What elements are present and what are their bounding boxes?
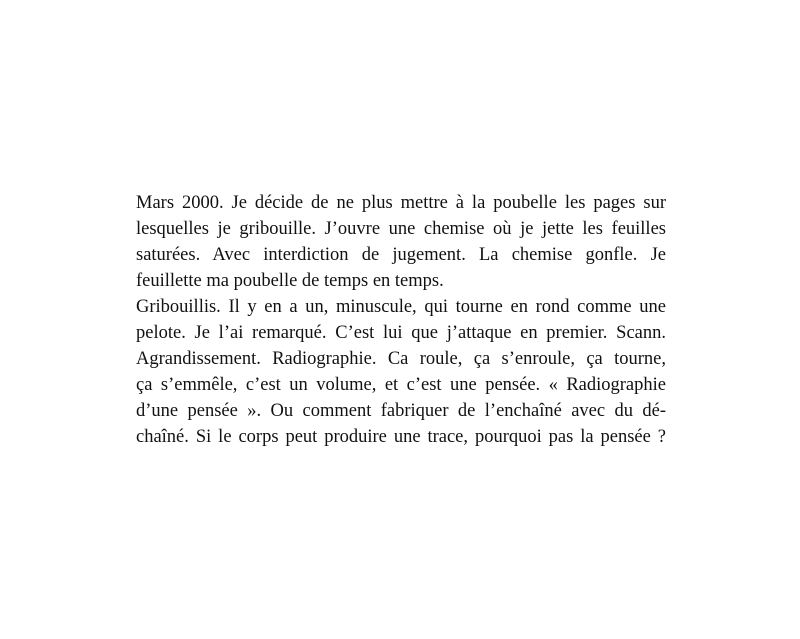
- text-line: feuillette ma poubelle de temps en temps.: [136, 271, 444, 291]
- text-line: saturées. Avec interdiction de jugement. La chemise gonfle. Je: [136, 245, 666, 265]
- paragraph-1: [136, 190, 666, 294]
- text-line: chaîné. Si le corps peut produire une trace, pourquoi pas la pensée ?: [136, 427, 666, 447]
- text-line: d’une pensée ». Ou comment fabriquer de l’enchaîné avec du dé-: [136, 401, 666, 421]
- text-line: lesquelles je gribouille. J’ouvre une chemise où je jette les feuilles: [136, 219, 666, 239]
- text-line: Agrandissement. Radiographie. Ca roule, ça s’enroule, ça tourne,: [136, 349, 666, 369]
- text-line: Gribouillis. Il y en a un, minuscule, qui tourne en rond comme une: [136, 297, 666, 317]
- text-line: pelote. Je l’ai remarqué. C’est lui que j’attaque en premier. Scann.: [136, 323, 666, 343]
- body-text: [136, 190, 666, 450]
- text-line: Mars 2000. Je décide de ne plus mettre à la poubelle les pages sur: [136, 193, 666, 213]
- paragraph-2: [136, 294, 666, 450]
- text-line: ça s’emmêle, c’est un volume, et c’est une pensée. « Radiographie: [136, 375, 666, 395]
